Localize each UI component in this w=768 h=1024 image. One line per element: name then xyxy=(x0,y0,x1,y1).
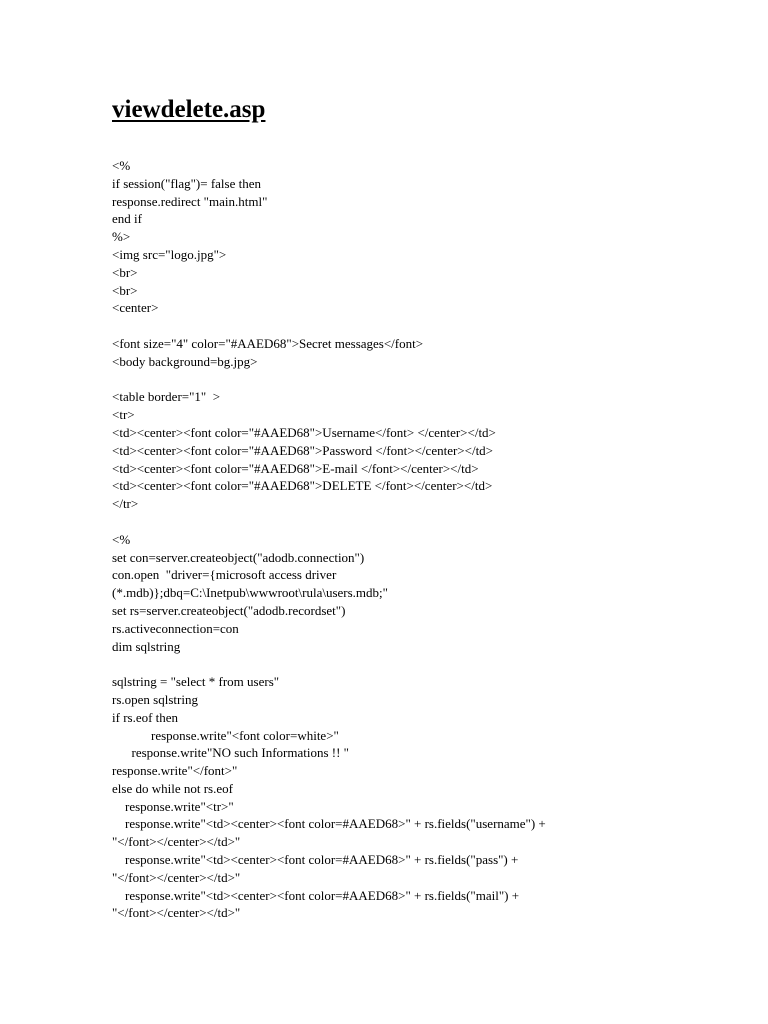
blank-line xyxy=(112,513,732,531)
code-line: "</font></center></td>" xyxy=(112,905,241,921)
code-line: <% xyxy=(112,531,131,547)
code-line: <br> xyxy=(112,264,138,280)
document-title: viewdelete.asp xyxy=(112,96,266,123)
code-line: response.write"<td><center><font color=#AAED68>" + rs.fields("username") + xyxy=(112,816,546,832)
code-line: <td><center><font color="#AAED68">Username</font> </center></td> xyxy=(112,424,496,440)
code-line: dim sqlstring xyxy=(112,638,181,654)
code-line: (*.mdb)};dbq=C:\Inetpub\wwwroot\rula\users.mdb;" xyxy=(112,585,388,601)
code-line: set con=server.createobject("adodb.connection") xyxy=(112,549,365,565)
code-line: <td><center><font color="#AAED68">DELETE </font></center></td> xyxy=(112,478,493,494)
code-line: response.write"</font>" xyxy=(112,763,238,779)
code-line: if rs.eof then xyxy=(112,709,179,725)
blank-line xyxy=(112,371,732,389)
code-line: response.write"<tr>" xyxy=(112,798,234,814)
code-line: <br> xyxy=(112,282,138,298)
code-line: <td><center><font color="#AAED68">E-mail </font></center></td> xyxy=(112,460,479,476)
code-line: sqlstring = "select * from users" xyxy=(112,674,280,690)
code-line: response.redirect "main.html" xyxy=(112,193,268,209)
code-line: else do while not rs.eof xyxy=(112,780,233,796)
code-line: "</font></center></td>" xyxy=(112,869,241,885)
code-line: "</font></center></td>" xyxy=(112,834,241,850)
code-line: <td><center><font color="#AAED68">Password </font></center></td> xyxy=(112,442,494,458)
code-line: %> xyxy=(112,229,131,245)
code-line: <body background=bg.jpg> xyxy=(112,353,258,369)
code-line: rs.activeconnection=con xyxy=(112,620,239,636)
code-line: response.write"<td><center><font color=#AAED68>" + rs.fields("pass") + xyxy=(112,852,519,868)
code-line: end if xyxy=(112,211,142,227)
code-line: <table border="1" > xyxy=(112,389,221,405)
blank-line xyxy=(112,655,732,673)
code-line: <font size="4" color="#AAED68">Secret messages</font> xyxy=(112,335,424,351)
code-line: set rs=server.createobject("adodb.recordset") xyxy=(112,602,346,618)
code-line: response.write"NO such Informations !! " xyxy=(112,745,349,761)
code-listing xyxy=(112,157,732,922)
code-line: con.open "driver={microsoft access driver xyxy=(112,567,337,583)
code-line: response.write"<td><center><font color=#AAED68>" + rs.fields("mail") + xyxy=(112,887,520,903)
code-line: <center> xyxy=(112,300,159,316)
code-line: response.write"<font color=white>" xyxy=(112,727,339,743)
code-line: <% xyxy=(112,158,131,173)
code-line: if session("flag")= false then xyxy=(112,175,261,191)
code-line: rs.open sqlstring xyxy=(112,691,198,707)
code-line: </tr> xyxy=(112,496,139,512)
blank-line xyxy=(112,317,732,335)
code-line: <tr> xyxy=(112,407,135,423)
code-line: <img src="logo.jpg"> xyxy=(112,246,227,262)
